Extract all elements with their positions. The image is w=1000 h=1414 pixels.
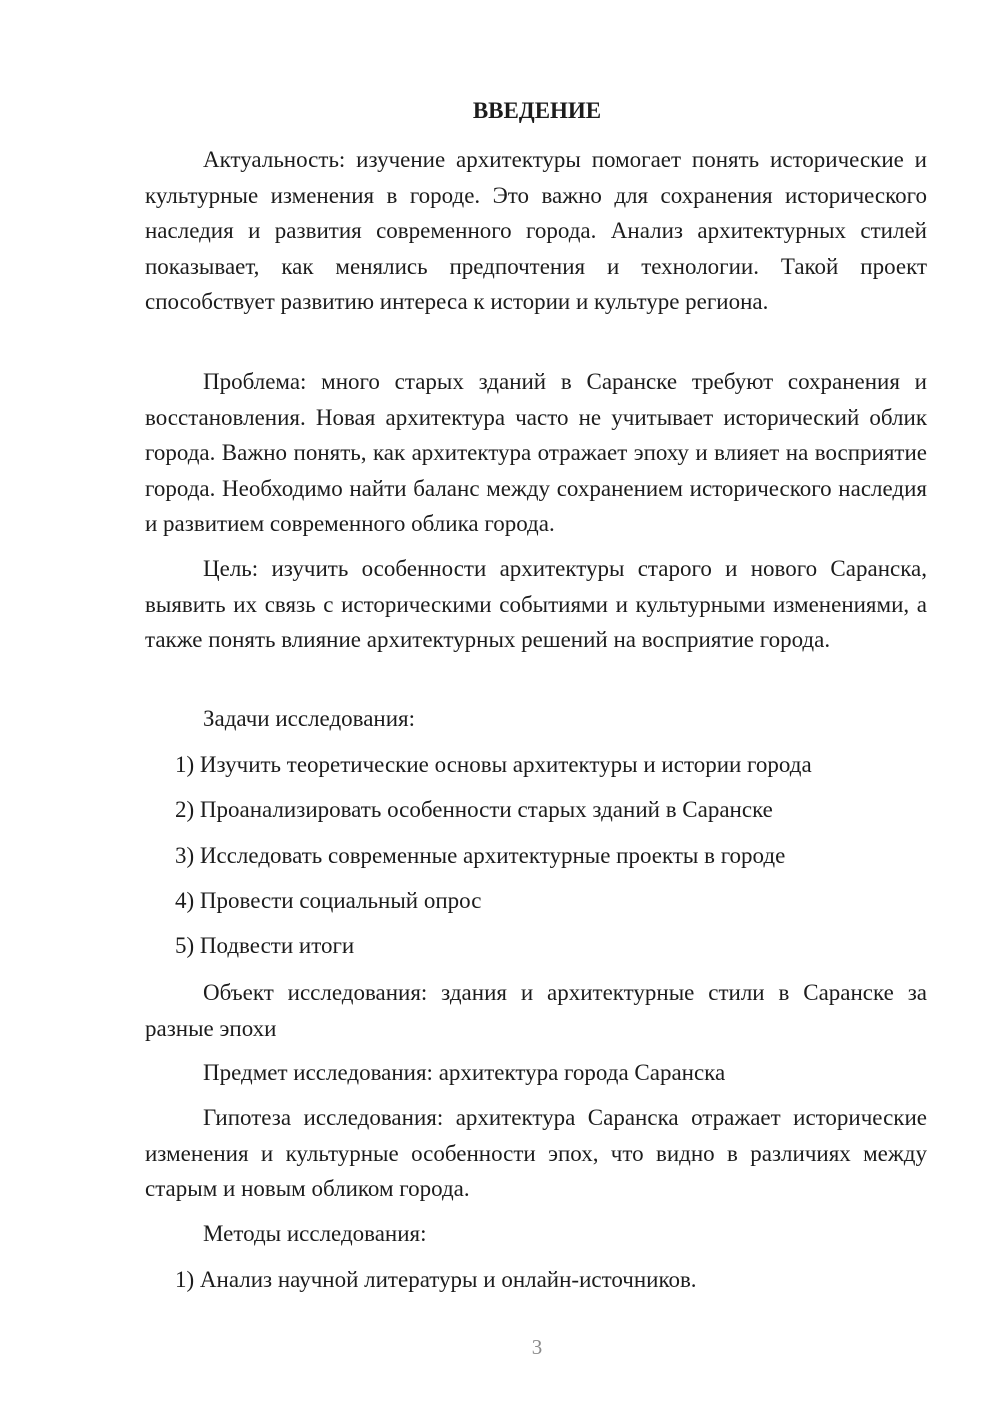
task-item: 4) Провести социальный опрос [175,888,482,913]
task-item: 5) Подвести итоги [175,933,355,958]
methods-heading: Методы исследования: [203,1221,427,1246]
problem-paragraph: Проблема: много старых зданий в Саранске требуют сохранения и восстановления. Новая архитектура часто не учитывает исторический облик города. Важно понять, как архитектура отражает эпоху и влияет на восприятие города. Необходимо найти баланс между сохранением исторического наследия и развитием современного облика города. [145,369,927,536]
object-paragraph: Объект исследования: здания и архитектурные стили в Саранске за разные эпохи [145,980,927,1041]
task-item: 2) Проанализировать особенности старых зданий в Саранске [175,797,773,822]
tasks-heading: Задачи исследования: [203,706,416,731]
page-number: 3 [531,1335,543,1359]
relevance-paragraph: Актуальность: изучение архитектуры помогает понять исторические и культурные изменения в городе. Это важно для сохранения исторического наследия и развития современного города. Анализ архитектурных стилей показывает, как менялись предпочтения и технологии. Такой проект способствует развитию интереса к истории и культуре региона. [145,147,927,314]
hypothesis-paragraph: Гипотеза исследования: архитектура Саранска отражает исторические изменения и культурные особенности эпох, что видно в различиях между старым и новым обликом города. [145,1105,927,1201]
task-item: 1) Изучить теоретические основы архитектуры и истории города [175,752,812,777]
method-item: 1) Анализ научной литературы и онлайн-источников. [175,1267,697,1292]
goal-paragraph: Цель: изучить особенности архитектуры старого и нового Саранска, выявить их связь с историческими событиями и культурными изменениями, а также понять влияние архитектурных решений на восприятие города. [145,556,927,652]
page-title: ВВЕДЕНИЕ [472,98,602,123]
task-item: 3) Исследовать современные архитектурные проекты в городе [175,843,786,868]
subject-paragraph: Предмет исследования: архитектура города Саранска [203,1060,726,1085]
